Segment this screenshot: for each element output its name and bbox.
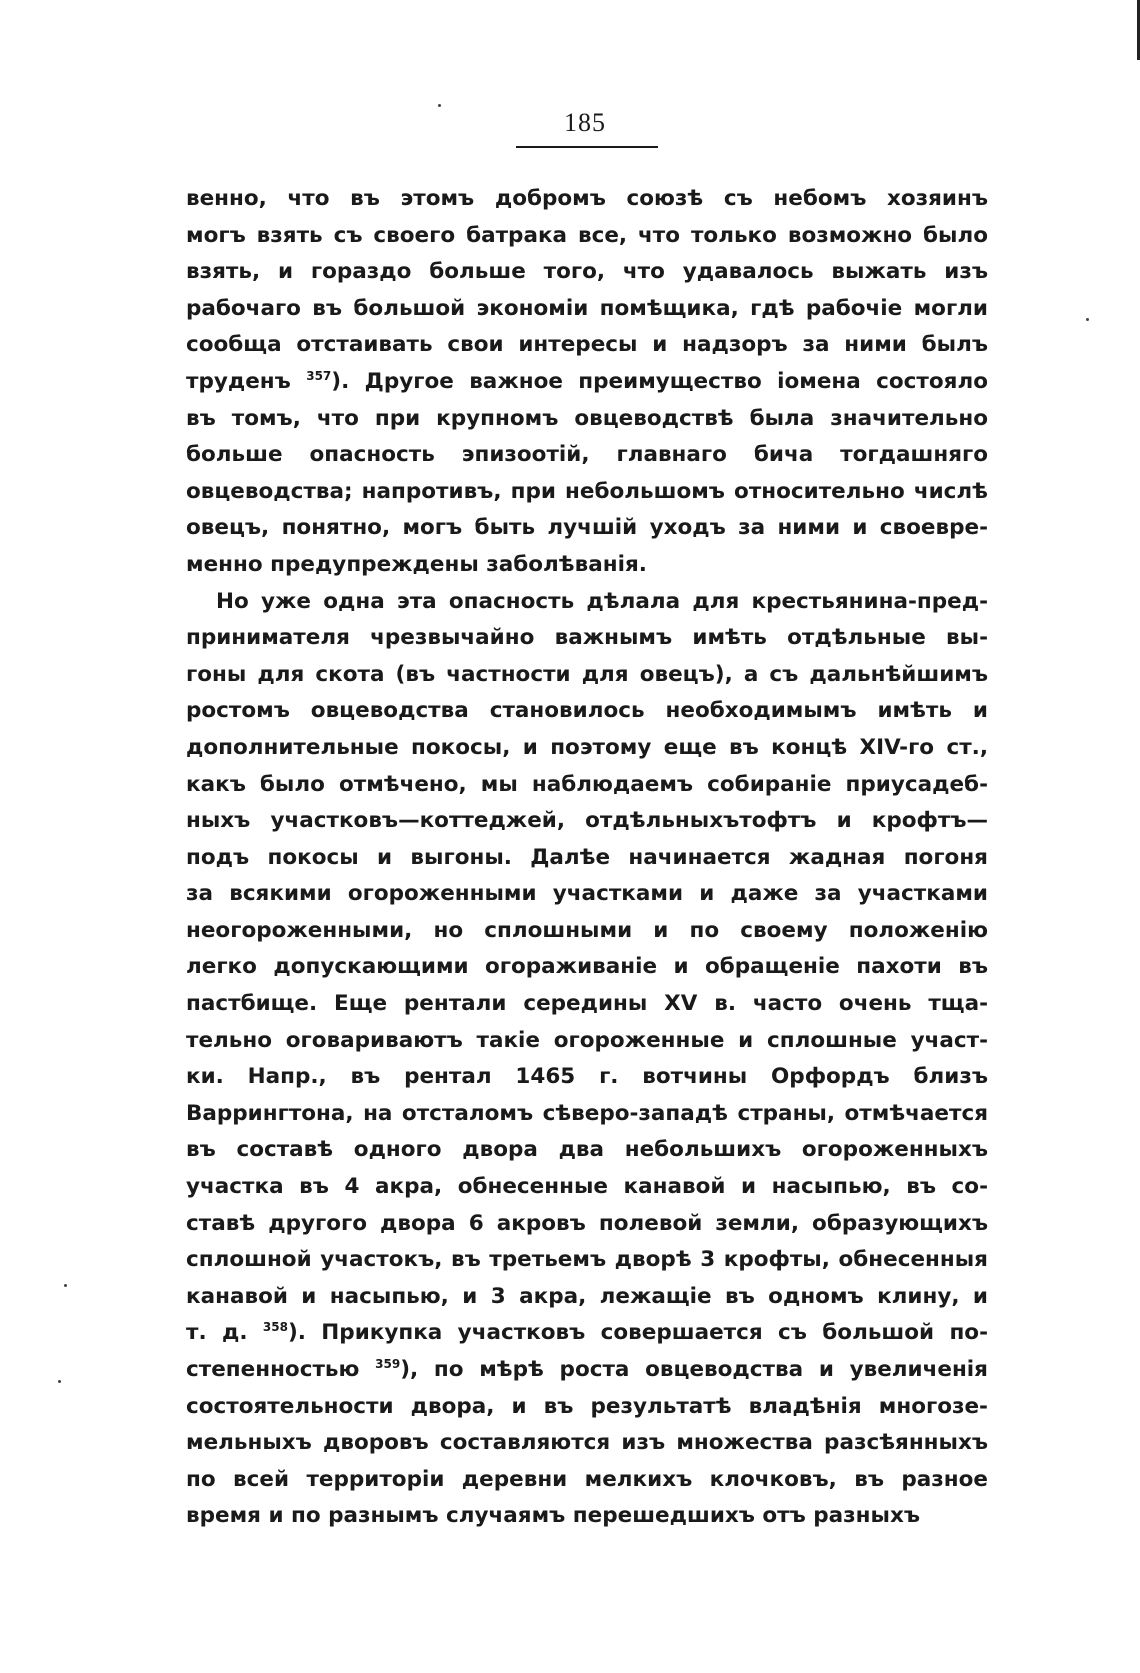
text-line: участка въ 4 акра, обнесенные канавой и насыпью, въ со-	[186, 1174, 988, 1200]
text-line: какъ было отмѣчено, мы наблюдаемъ собираніе приусадеб-	[186, 771, 988, 797]
footnote-marker[interactable]: 357	[306, 368, 332, 383]
line-text: труденъ	[186, 368, 307, 394]
text-line: по всей территоріи деревни мелкихъ клочковъ, въ разное	[186, 1466, 988, 1492]
text-line: могъ взять съ своего батрака все, что только возможно было	[186, 222, 988, 248]
text-line: венно, что въ этомъ добромъ союзѣ съ небомъ хозяинъ	[186, 186, 988, 211]
text-line: въ составѣ одного двора два небольшихъ огороженныхъ	[186, 1137, 988, 1163]
text-line: за всякими огороженными участками и даже за участками	[186, 881, 988, 907]
text-line: канавой и насыпью, и 3 акра, лежащіе въ одномъ клину, и	[186, 1283, 988, 1309]
text-line: принимателя чрезвычайно важнымъ имѣть отдѣльные вы-	[186, 625, 988, 651]
text-line: неогороженными, но сплошными и по своему положенію	[186, 917, 988, 943]
text-line: ки. Напр., въ рентал 1465 г. вотчины Орфордъ близъ	[186, 1064, 988, 1090]
line-text: ). Прикупка участковъ совершается съ большой по-	[287, 1320, 988, 1346]
text-line: ставѣ другого двора 6 акровъ полевой земли, образующихъ	[186, 1210, 988, 1236]
scan-speck	[58, 1380, 61, 1383]
line-text: т. д.	[186, 1320, 263, 1346]
text-line: время и по разнымъ случаямъ перешедшихъ отъ разныхъ	[186, 1503, 920, 1529]
text-line: тельно оговариваютъ такіе огороженные и сплошные участ-	[186, 1027, 988, 1053]
text-line: въ томъ, что при крупномъ овцеводствѣ была значительно	[186, 405, 988, 431]
scan-speck	[1086, 318, 1089, 321]
text-line: мельныхъ дворовъ составляются изъ множества разсѣянныхъ	[186, 1430, 988, 1456]
text-line: взять, и гораздо больше того, что удавалось выжать изъ	[186, 259, 988, 285]
text-line: овцеводства; напротивъ, при небольшомъ относительно числѣ	[186, 478, 988, 504]
text-line: больше опасность эпизоотій, главнаго бича тогдашняго	[186, 442, 988, 468]
text-line: ныхъ участковъ—коттеджей, отдѣльныхътофтъ и крофтъ—	[186, 808, 988, 834]
scan-speck	[64, 1284, 67, 1287]
page-number-rule	[516, 146, 658, 148]
text-line: сплошной участокъ, въ третьемъ дворѣ 3 крофты, обнесенныя	[186, 1247, 988, 1273]
text-line: ростомъ овцеводства становилось необходимымъ имѣть и	[186, 698, 988, 724]
text-line: дополнительные покосы, и поэтому еще въ концѣ XIV-го ст.,	[186, 734, 988, 760]
text-line: сообща отстаивать свои интересы и надзоръ за ними былъ	[186, 332, 988, 358]
footnote-marker[interactable]: 358	[262, 1320, 288, 1335]
scan-speck	[438, 104, 441, 107]
text-line: легко допускающими огораживаніе и обращеніе пахоти въ	[186, 954, 988, 980]
text-line	[186, 1352, 988, 1389]
line-text: ). Другое важное преимущество іомена состояло	[331, 368, 988, 394]
page-number: 185	[564, 108, 606, 137]
text-line: рабочаго въ большой экономіи помѣщика, гдѣ рабочіе могли	[186, 295, 988, 321]
text-line: подъ покосы и выгоны. Далѣе начинается жадная погоня	[186, 844, 988, 870]
body-text	[186, 181, 988, 1535]
footnote-marker[interactable]: 359	[375, 1356, 401, 1371]
text-line: овецъ, понятно, могъ быть лучшій уходъ за ними и своевре-	[186, 515, 988, 541]
text-line: гоны для скота (въ частности для овецъ), а съ дальнѣйшимъ	[186, 661, 988, 687]
text-line	[186, 364, 988, 401]
text-line: состоятельности двора, и въ результатѣ владѣнія многозе-	[186, 1393, 988, 1419]
text-line: менно предупреждены заболѣванія.	[186, 551, 647, 577]
text-line: пастбище. Еще рентали середины XV в. часто очень тща-	[186, 991, 988, 1017]
text-line: Но уже одна эта опасность дѣлала для крестьянина-пред-	[216, 588, 988, 614]
line-text: ), по мѣрѣ роста овцеводства и увеличенія	[400, 1357, 988, 1382]
text-line	[186, 1315, 988, 1352]
line-text: степенностью	[186, 1357, 376, 1382]
text-line: Варрингтона, на отсталомъ сѣверо-западѣ страны, отмѣчается	[186, 1100, 988, 1126]
